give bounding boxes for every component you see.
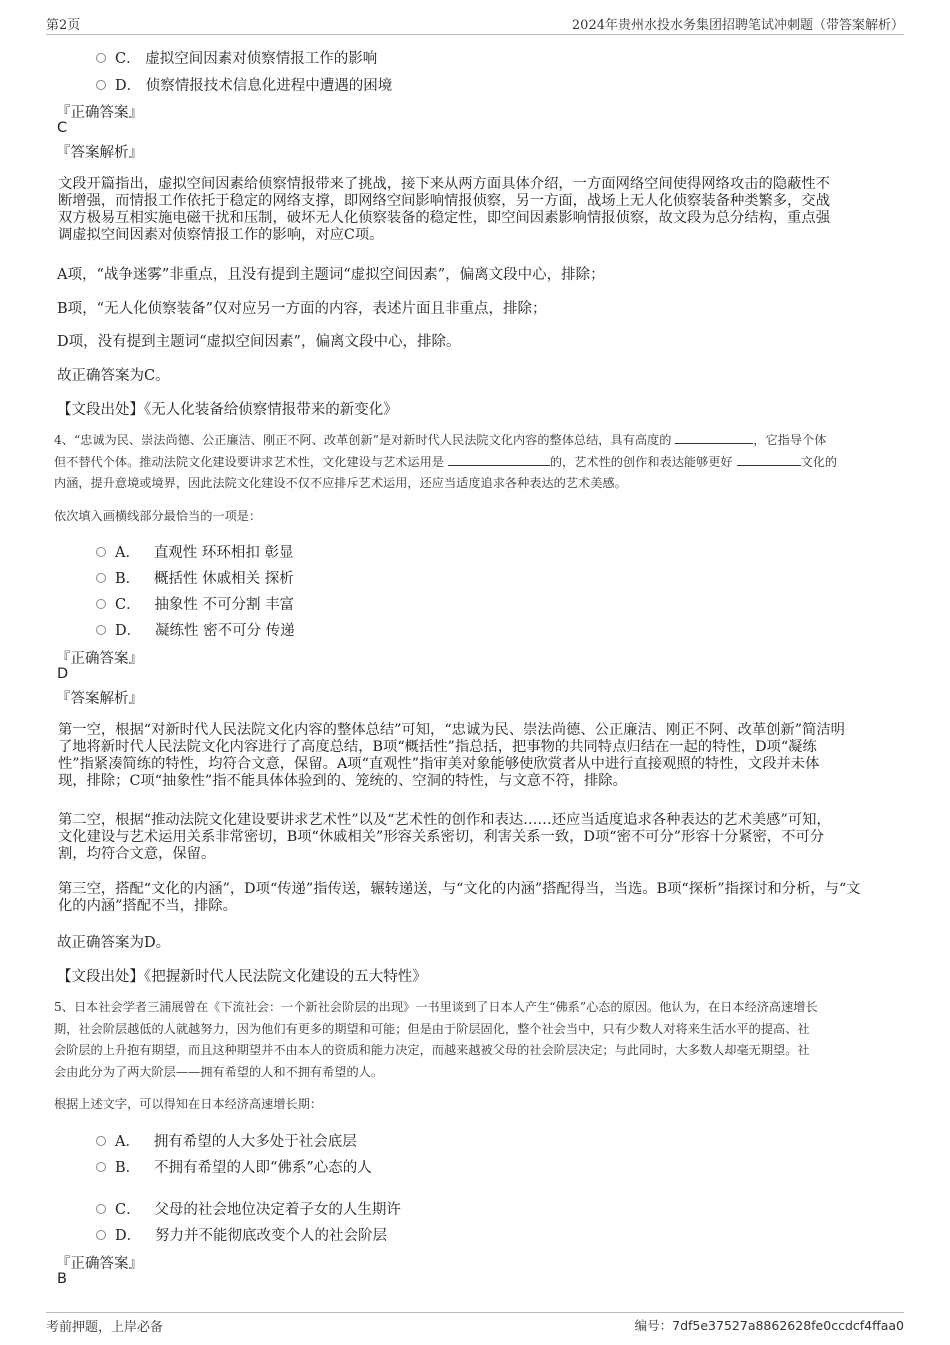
page-header [46, 14, 904, 35]
q4-analysis-label: 『答案解析』 [56, 691, 143, 707]
radio-icon[interactable] [96, 53, 106, 63]
radio-icon[interactable] [96, 1136, 106, 1146]
q3-conclusion: 故正确答案为C。 [57, 368, 170, 384]
radio-icon[interactable] [96, 1204, 106, 1214]
blank-2 [448, 453, 550, 466]
blank-1 [675, 431, 753, 444]
page-number: 第2页 [46, 18, 81, 33]
q5-option-b[interactable]: B． 不拥有希望的人即“佛系”心态的人 [96, 1156, 372, 1177]
q3-option-d[interactable]: D． 侦察情报技术信息化进程中遭遇的困境 [96, 74, 392, 95]
q5-stem: 5、日本社会学者三浦展曾在《下流社会：一个新社会阶层的出现》一书里谈到了日本人产生“佛系”心态的原因。他认为，在日本经济高速增长 期，社会阶层越低的人就越努力，因为他们有更多的期望和可能；但是由于阶层固化，整个社会当中，只有少数人对将来生活水平的提高、社 会阶层的上升抱有期望，而且这种期望并不由本人的资质和能力决定，而越来越被父母的社会阶层决定；与此同时，大多数人却毫无期望。社 会由此分为了两大阶层——拥有希望的人和不拥有希望的人。 [54, 1000, 818, 1079]
q3-analysis-b: B项，“无人化侦察装备”仅对应另一方面的内容，表述片面且非重点，排除； [57, 301, 547, 317]
radio-icon[interactable] [96, 573, 106, 583]
radio-icon[interactable] [96, 625, 106, 635]
q3-analysis-paragraph: 文段开篇指出，虚拟空间因素给侦察情报带来了挑战，接下来从两方面具体介绍，一方面网络空间使得网络攻击的隐蔽性不 断增强，而情报工作依托于稳定的网络支撑，即网络空间影响情报侦察，另一方面，战场上无人化侦察装备种类繁多，交战 双方极易互相实施电磁干扰和压制，破坏无人化侦察装备的稳定性，即空间因素影响情报侦察，故文段为总分结构，重点强 调虚拟空间因素对侦察情报工作的影响，对应C项。 [58, 176, 831, 243]
q4-conclusion: 故正确答案为D。 [57, 935, 171, 951]
q4-analysis-p2: 第二空，根据“推动法院文化建设要讲求艺术性”以及“艺术性的创作和表达……还应当适度追求各种表达的艺术美感”可知， 文化建设与艺术运用关系非常密切，B项“休戚相关”形容关系密切，利害关系一致，D项“密不可分”形容十分紧密，不可分 割，均符合文意，保留。 [58, 812, 831, 862]
q4-option-d[interactable]: D． 凝练性 密不可分 传递 [96, 619, 295, 640]
q3-analysis-label: 『答案解析』 [56, 145, 143, 161]
q3-analysis-a: A项，“战争迷雾”非重点，且没有提到主题词“虚拟空间因素”，偏离文段中心，排除； [57, 267, 605, 283]
radio-icon[interactable] [96, 547, 106, 557]
radio-icon[interactable] [96, 1230, 106, 1240]
q5-option-d[interactable]: D． 努力并不能彻底改变个人的社会阶层 [96, 1224, 387, 1245]
q4-answer-label: 『正确答案』 [56, 651, 143, 667]
q4-analysis-p1: 第一空，根据“对新时代人民法院文化内容的整体总结”可知，“忠诚为民、崇法尚德、公正廉洁、刚正不阿、改革创新”简洁明 了地将新时代人民法院文化内容进行了高度总结，B项“概括性”指总括，把事物的共同特点归结在一起的特性，D项“凝练 性”指紧凑简练的特性，均符合文意，保留。A项“直观性”指审美对象能够使欣赏者从中进行直接观照的特性，文段并未体 现，排除；C项“抽象性”指不能具体体验到的、笼统的、空洞的特性，与文意不符，排除。 [58, 722, 845, 789]
document-code: 编号：7df5e37527a8862628fe0ccdcf4ffaa0 [634, 1318, 904, 1333]
radio-icon[interactable] [96, 1162, 106, 1172]
q4-option-b[interactable]: B． 概括性 休戚相关 探析 [96, 567, 294, 588]
q4-answer: D [57, 666, 69, 682]
q3-answer-label: 『正确答案』 [56, 105, 143, 121]
page-footer [46, 1312, 904, 1337]
q5-option-a[interactable]: A． 拥有希望的人大多处于社会底层 [96, 1130, 357, 1151]
document-title: 2024年贵州水投水务集团招聘笔试冲刺题（带答案解析） [571, 18, 904, 33]
q4-prompt: 依次填入画横线部分最恰当的一项是： [54, 509, 262, 523]
q4-stem: 4、“忠诚为民、崇法尚德、公正廉洁、刚正不阿、改革创新”是对新时代人民法院文化内容的整体总结，具有高度的 ，它指导个体 但不替代个体。推动法院文化建设要讲求艺术性，文化建设与艺术运用是 的，艺术性的创作和表达能够更好 文化的 内涵，提升意境或境界，因此法院文化建设不仅不应排斥艺术运用，还应当适度追求各种表达的艺术美感。 [54, 433, 838, 490]
q3-analysis-d: D项，没有提到主题词“虚拟空间因素”，偏离文段中心，排除。 [57, 334, 461, 350]
q5-option-c[interactable]: C． 父母的社会地位决定着子女的人生期许 [96, 1198, 401, 1219]
radio-icon[interactable] [96, 80, 106, 90]
q4-analysis-p3: 第三空，搭配“文化的内涵”，D项“传递”指传送，辗转递送，与“文化的内涵”搭配得当，当选。B项“探析”指探讨和分析，与“文 化的内涵”搭配不当，排除。 [58, 881, 861, 914]
footer-slogan: 考前押题，上岸必备 [46, 1320, 164, 1335]
q5-answer: B [57, 1271, 67, 1287]
q4-option-a[interactable]: A． 直观性 环环相扣 彰显 [96, 541, 294, 562]
q3-source: 【文段出处】《无人化装备给侦察情报带来的新变化》 [57, 402, 398, 418]
radio-icon[interactable] [96, 599, 106, 609]
q3-answer: C [57, 120, 68, 136]
q4-option-c[interactable]: C． 抽象性 不可分割 丰富 [96, 593, 294, 614]
q5-answer-label: 『正确答案』 [56, 1256, 143, 1272]
blank-3 [737, 453, 801, 466]
q4-source: 【文段出处】《把握新时代人民法院文化建设的五大特性》 [57, 969, 427, 985]
q3-option-c[interactable]: C． 虚拟空间因素对侦察情报工作的影响 [96, 47, 377, 68]
q5-prompt: 根据上述文字，可以得知在日本经济高速增长期： [54, 1097, 323, 1111]
